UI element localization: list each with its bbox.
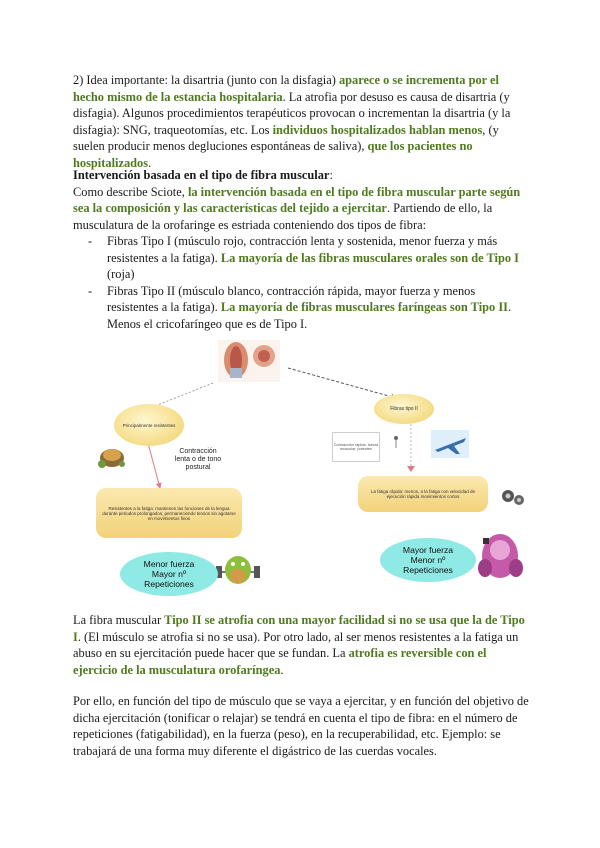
p1-end: .	[148, 155, 152, 170]
small-box-fast-contraction: Contracción rápida, fuerza muscular, potentes	[332, 432, 380, 462]
p1-prefix: 2) Idea importante: la disartria (junto con la disfagia)	[73, 73, 339, 87]
p3-end: .	[280, 662, 284, 677]
p2-end: . Partiendo de ello, la musculatura de la orofaringe es estriada conteniendo dos tipos de fibra:	[73, 201, 493, 232]
paragraph-ejemplo	[73, 693, 529, 759]
paragraph-atrofia	[73, 612, 529, 678]
strong-turtle-illustration	[216, 556, 260, 584]
p3-prefix: La fibra muscular	[73, 613, 165, 627]
list-item	[73, 283, 529, 333]
fiber-2-highlight: La mayoría de fibras musculares faríngeas son Tipo II	[220, 300, 508, 315]
cyan-left-line-1: Menor fuerza	[143, 559, 195, 569]
p3-highlight-1: Tipo II se atrofia con una mayor facilidad si no se usa que la de Tipo I	[73, 613, 525, 644]
list-dash: -	[88, 234, 93, 248]
arrow-to-type-2	[288, 368, 396, 398]
p1-mid: . La atrofia por desuso es causa de disartria (y disfagia). Algunos procedimientos terapéuticos provocan o incrementan la disartria (y la disfagia): SNG, traqueotomías, etc. Los	[73, 89, 511, 137]
p1-mid2: , (y suelen producir menos degluciones espontáneas de saliva),	[73, 122, 499, 154]
anatomy-illustration	[218, 340, 280, 382]
p1-highlight-2: individuos hospitalizados hablan menos	[272, 122, 483, 137]
box-type-1-description: Resistentes a la fatiga: mantienen las funciones de la lengua durante periodos prolongados, permaneciendo tensos sin agotarse en movimientos finos	[96, 488, 242, 538]
list-item	[73, 233, 529, 283]
gears-illustration	[502, 490, 524, 505]
cyan-right-line-2: Menor nº	[410, 555, 446, 565]
section-heading: Intervención basada en el tipo de fibra muscular	[73, 168, 330, 182]
oval-type-1: Principalmente resistentes	[114, 404, 184, 446]
strong-character-illustration	[478, 534, 523, 578]
fiber-2-end: . Menos el cricofaríngeo que es de Tipo I.	[107, 300, 512, 331]
cyan-right-line-3: Repeticiones	[403, 565, 453, 575]
box-type-2-description: La fatiga rápida: menos, a la fatiga con velocidad de ejecución rápida movimientos cortos	[358, 476, 488, 512]
paragraph-disartria	[73, 72, 529, 172]
cyan-oval-type-1	[120, 552, 218, 596]
p3-highlight-2: atrofia es reversible con el ejercicio de la musculatura orofaríngea	[73, 646, 487, 677]
fiber-1-end: (roja)	[107, 267, 135, 282]
fiber-1-text: Fibras Tipo I (músculo rojo, contracción lenta y sostenida, menor fuerza y más resistentes a la fatiga).	[107, 234, 498, 265]
p3-mid: . (El músculo se atrofia si no se usa). Por otro lado, al ser menos resistentes a la fatiga un abuso en su ejercitación puede hacer que se fundan. La	[73, 629, 519, 661]
fiber-1-highlight: La mayoría de las fibras musculares orales son de Tipo I	[220, 250, 519, 265]
fiber-2-text: Fibras Tipo II (músculo blanco, contracción rápida, mayor fuerza y menos resistentes a la fatiga).	[107, 283, 476, 315]
p2-highlight: la intervención basada en el tipo de fibra muscular parte según sea la composición y las características del tejido a ejercitar	[73, 184, 521, 216]
section-heading-colon: :	[329, 168, 333, 182]
p4-text: Por ello, en función del tipo de músculo que se vaya a ejercitar, y en función del objetivo de dicha ejercitación (tonificar o relajar) se tendrá en cuenta el tipo de fibra: en el número de repeticiones (fatigabilidad), en la fuerza (peso), en la recuperabilidad, etc. Ejemplo: se trabajará de una forma muy diferente el digástrico de las cuerdas vocales.	[73, 694, 529, 758]
cyan-left-line-2: Mayor nº	[151, 569, 187, 579]
paragraph-intervencion	[73, 167, 529, 233]
cyan-right-line-1: Mayor fuerza	[402, 545, 454, 555]
contraction-slow-label: Contracción lenta o de tono postural	[174, 448, 222, 471]
cyan-oval-type-2	[380, 538, 476, 582]
p1-highlight-3: que los pacientes no hospitalizados	[73, 139, 473, 170]
list-dash: -	[88, 283, 93, 298]
cyan-left-line-3: Repeticiones	[144, 579, 194, 589]
fiber-type-list	[73, 233, 529, 333]
small-figure-illustration	[394, 436, 398, 448]
airplane-illustration	[431, 430, 469, 458]
p2-prefix: Como describe Sciote,	[73, 184, 188, 199]
turtle-illustration	[98, 449, 125, 468]
oval-type-2: Fibras tipo II	[374, 394, 434, 424]
arrow-red-left	[148, 443, 160, 488]
arrow-right-head	[407, 466, 415, 472]
fiber-type-diagram	[88, 338, 528, 600]
p1-highlight-1: aparece o se incrementa por el hecho mismo de la estancia hospitalaria	[73, 73, 499, 104]
